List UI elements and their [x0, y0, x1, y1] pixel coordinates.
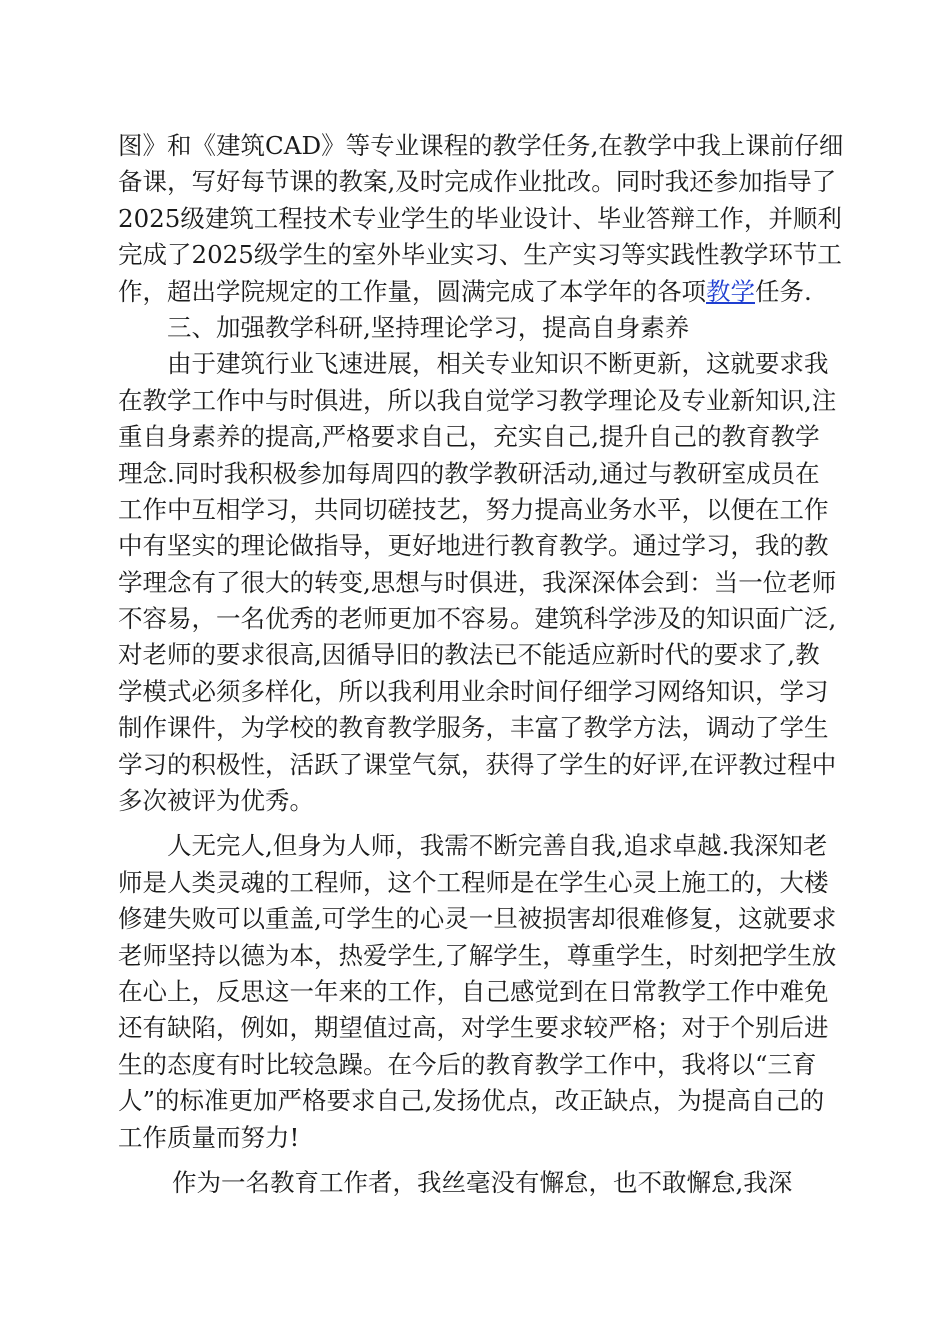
- text-line: 生的态度有时比较急躁。在今后的教育教学工作中，我将以“三育: [118, 1049, 817, 1079]
- text-line: 学习的积极性，活跃了课堂气氛，获得了学生的好评,在评教过程中: [118, 749, 837, 779]
- text-line: 修建失败可以重盖,可学生的心灵一旦被损害却很难修复，这就要求: [118, 904, 837, 934]
- section-heading: 三、加强教学科研,坚持理论学习，提高自身素养: [167, 312, 690, 342]
- text-line: 重自身素养的提高,严格要求自己，充实自己,提升自己的教育教学: [118, 422, 820, 452]
- text-line: 中有坚实的理论做指导，更好地进行教育教学。通过学习，我的教: [118, 531, 829, 561]
- text-segment: 任务.: [755, 276, 812, 306]
- text-line: 理念.同时我积极参加每周四的教学教研活动,通过与教研室成员在: [118, 458, 820, 488]
- text-line: 学模式必须多样化，所以我利用业余时间仔细学习网络知识，学习: [118, 676, 829, 706]
- text-line: 老师坚持以德为本，热爱学生,了解学生，尊重学生，时刻把学生放: [118, 940, 837, 970]
- paragraph-self-reflection: [118, 828, 837, 1156]
- text-line: 学理念有了很大的转变,思想与时俱进，我深深体会到：当一位老师: [118, 567, 837, 597]
- teaching-link[interactable]: 教学: [706, 276, 755, 306]
- text-line: 还有缺陷，例如，期望值过高，对学生要求较严格；对于个别后进: [118, 1013, 829, 1043]
- text-line: 2025级建筑工程技术专业学生的毕业设计、毕业答辩工作，并顺利: [118, 203, 842, 233]
- text-line: 人无完人,但身为人师，我需不断完善自我,追求卓越.我深知老: [167, 831, 828, 861]
- section-heading-three: [118, 310, 834, 346]
- paragraph-spacer: [118, 819, 834, 828]
- document-body: [118, 128, 844, 1201]
- text-line: 作为一名教育工作者，我丝毫没有懈怠，也不敢懈怠,我深: [172, 1167, 793, 1197]
- text-line: 图》和《建筑CAD》等专业课程的教学任务,在教学中我上课前仔细: [118, 131, 844, 160]
- text-line: 工作质量而努力!: [118, 1122, 300, 1152]
- paragraph-teaching-tasks: [118, 128, 844, 310]
- text-line: [118, 274, 834, 310]
- text-line: 多次被评为优秀。: [118, 786, 314, 816]
- text-line: 在心上，反思这一年来的工作，自己感觉到在日常教学工作中难免: [118, 976, 829, 1006]
- text-line: 备课，写好每节课的教案,及时完成作业批改。同时我还参加指导了: [118, 167, 837, 197]
- text-line: 不容易，一名优秀的老师更加不容易。建筑科学涉及的知识面广泛,: [118, 604, 837, 634]
- paragraph-research: [118, 346, 837, 819]
- text-line: 由于建筑行业飞速进展，相关专业知识不断更新，这就要求我: [167, 349, 829, 379]
- text-segment: 作，超出学院规定的工作量，圆满完成了本学年的各项: [118, 276, 706, 306]
- text-line: 工作中互相学习，共同切磋技艺，努力提高业务水平，以便在工作: [118, 494, 829, 524]
- text-line: 师是人类灵魂的工程师，这个工程师是在学生心灵上施工的，大楼: [118, 867, 829, 897]
- paragraph-spacer: [118, 1156, 834, 1165]
- text-line: 制作课件，为学校的教育教学服务，丰富了教学方法，调动了学生: [118, 713, 829, 743]
- text-line: 在教学工作中与时俱进，所以我自觉学习教学理论及专业新知识,注: [118, 385, 837, 415]
- paragraph-educator: [118, 1165, 834, 1201]
- text-line: 对老师的要求很高,因循导旧的教法已不能适应新时代的要求了,教: [118, 640, 820, 670]
- text-line: 人”的标准更加严格要求自己,发扬优点，改正缺点，为提高自己的: [118, 1086, 825, 1116]
- text-line: 完成了2025级学生的室外毕业实习、生产实习等实践性教学环节工: [118, 240, 842, 270]
